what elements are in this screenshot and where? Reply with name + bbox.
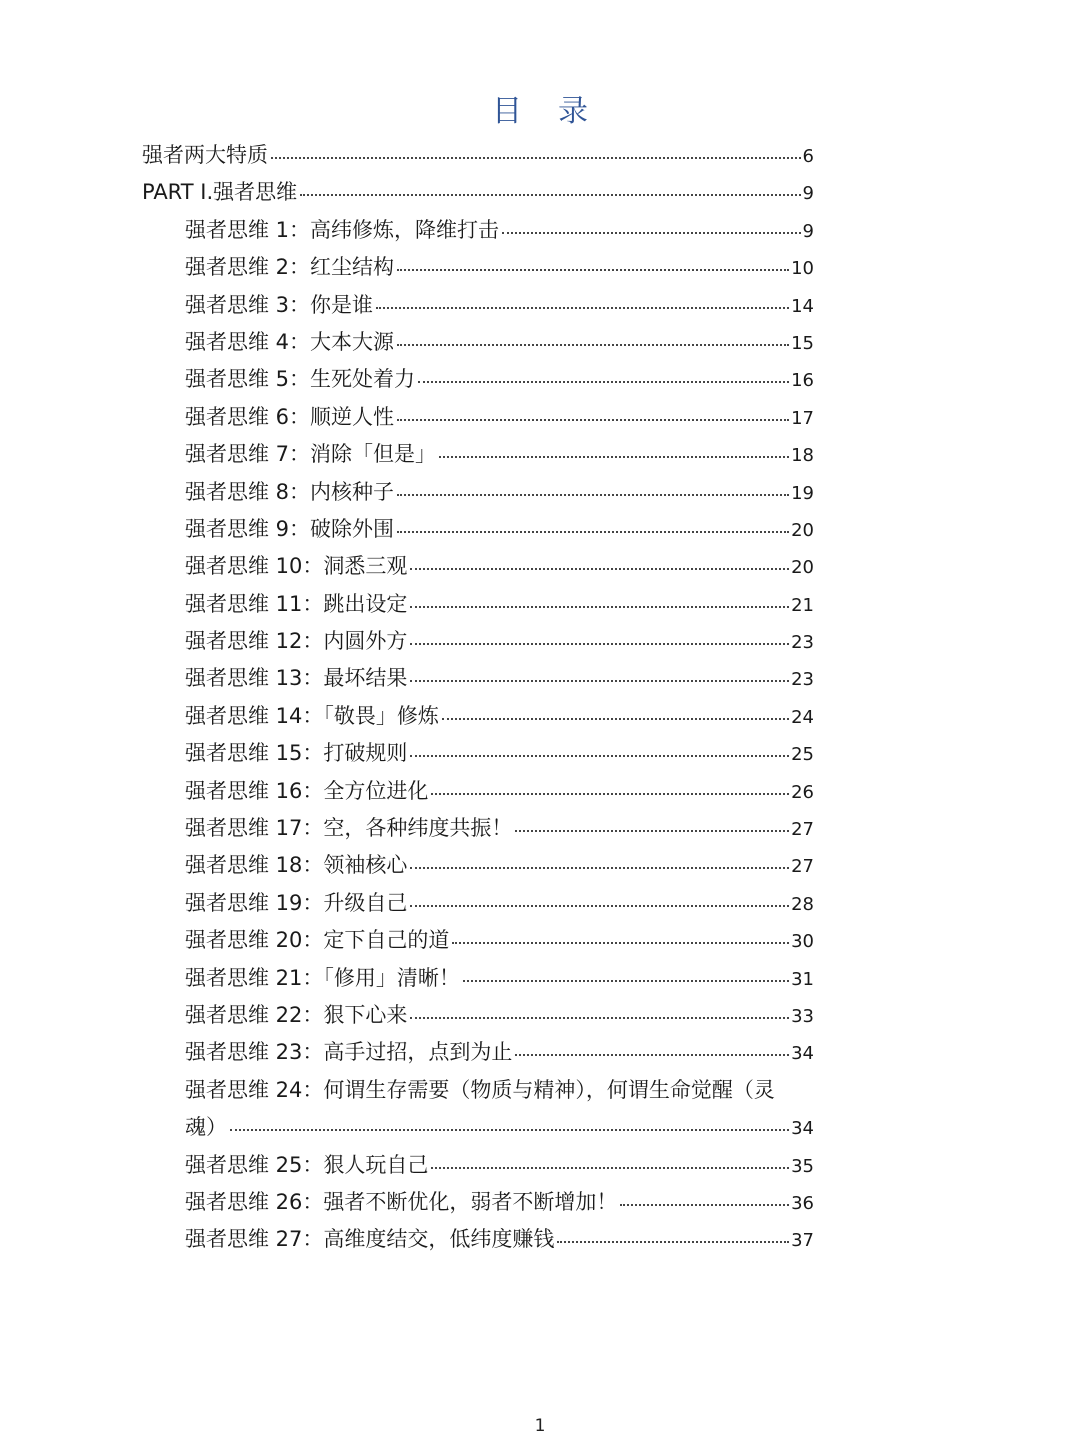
toc-entry-title: 强者思维 4：大本大源	[185, 329, 395, 354]
toc-entry[interactable]	[142, 324, 814, 361]
toc-entry-title: 强者思维 5：生死处着力	[185, 367, 416, 392]
dot-leader	[439, 456, 789, 458]
toc-entry-title: 强者思维 8：内核种子	[185, 479, 395, 504]
toc-entry-title: 强者思维 26：强者不断优化，弱者不断增加！	[185, 1189, 618, 1214]
toc-entry-title: 强者思维 10：洞悉三观	[185, 554, 408, 579]
dot-leader	[431, 793, 789, 795]
dot-leader	[620, 1204, 789, 1206]
toc-entry-title: 强者思维 11：跳出设定	[185, 591, 408, 616]
toc-entry-title: 强者思维 12：内圆外方	[185, 629, 408, 654]
toc-entry[interactable]	[142, 922, 814, 959]
toc-page-number: 24	[791, 706, 814, 728]
toc-entry-title: 强者思维 25：狠人玩自己	[185, 1152, 429, 1177]
toc-page-number: 23	[791, 669, 814, 691]
toc-entry-title: 强者思维 24：何谓生存需要（物质与精神），何谓生命觉醒（灵	[185, 1077, 775, 1102]
toc-entry-title: 强者思维 9：破除外围	[185, 516, 395, 541]
toc-page-number: 25	[791, 744, 814, 766]
toc-page-number: 27	[791, 819, 814, 841]
toc-page-number: 26	[791, 781, 814, 803]
toc-entry[interactable]	[142, 249, 814, 286]
toc-entry-title: 强者思维 16：全方位进化	[185, 778, 429, 803]
toc-page-number: 21	[791, 594, 814, 616]
dot-leader	[397, 419, 789, 421]
toc-entry[interactable]	[142, 137, 814, 174]
toc-page-number: 19	[791, 482, 814, 504]
dot-leader	[410, 867, 789, 869]
toc-entry-continuation	[185, 1109, 814, 1146]
toc-page-number: 18	[791, 445, 814, 467]
toc-entry[interactable]	[142, 212, 814, 249]
toc-entry[interactable]	[142, 474, 814, 511]
toc-entry[interactable]	[142, 735, 814, 772]
toc-page-number: 15	[791, 332, 814, 354]
toc-entry[interactable]	[142, 885, 814, 922]
dot-leader	[410, 905, 789, 907]
dot-leader	[431, 1167, 789, 1169]
toc-page-number: 36	[791, 1192, 814, 1214]
dot-leader	[410, 1017, 789, 1019]
toc-entry[interactable]	[142, 399, 814, 436]
toc-page-number: 30	[791, 931, 814, 953]
toc-entry[interactable]	[142, 1147, 814, 1184]
toc-page-number: 20	[791, 557, 814, 579]
toc-page-number: 14	[791, 295, 814, 317]
toc-entry[interactable]	[142, 997, 814, 1034]
dot-leader	[502, 232, 801, 234]
page-title: 目录	[492, 94, 624, 129]
toc-entry[interactable]	[142, 960, 814, 997]
toc-entry[interactable]	[142, 773, 814, 810]
toc-entry-title: 强者两大特质	[142, 143, 268, 167]
dot-leader	[397, 269, 789, 271]
toc-entry[interactable]	[142, 548, 814, 585]
dot-leader	[271, 157, 801, 159]
toc-page-number: 9	[802, 220, 814, 242]
toc-entry-title: 强者思维 22：狠下心来	[185, 1002, 408, 1027]
dot-leader	[463, 980, 789, 982]
toc-entry[interactable]	[142, 361, 814, 398]
dot-leader	[230, 1129, 789, 1131]
toc-page-number: 23	[791, 632, 814, 654]
toc-entry-title: 强者思维 13：最坏结果	[185, 666, 408, 691]
dot-leader	[410, 606, 789, 608]
toc-page-number: 16	[791, 370, 814, 392]
dot-leader	[442, 718, 789, 720]
toc-entry[interactable]	[142, 511, 814, 548]
toc-entry[interactable]	[142, 287, 814, 324]
table-of-contents	[142, 137, 814, 1259]
toc-entry[interactable]	[142, 1221, 814, 1258]
toc-entry[interactable]	[142, 1072, 814, 1147]
toc-page-number: 20	[791, 519, 814, 541]
toc-page-number: 27	[791, 856, 814, 878]
toc-page-number: 35	[791, 1155, 814, 1177]
dot-leader	[557, 1241, 789, 1243]
toc-entry[interactable]	[142, 436, 814, 473]
toc-entry[interactable]	[142, 847, 814, 884]
toc-entry-title: 强者思维 27：高维度结交，低纬度赚钱	[185, 1227, 555, 1252]
toc-entry-title: 强者思维 1：高纬修炼，降维打击	[185, 217, 500, 242]
dot-leader	[410, 568, 789, 570]
toc-entry[interactable]	[142, 660, 814, 697]
toc-page-number: 31	[791, 968, 814, 990]
toc-entry[interactable]	[142, 174, 814, 211]
toc-entry-title: 强者思维 20：定下自己的道	[185, 928, 450, 953]
toc-entry-title: 强者思维 17：空，各种纬度共振！	[185, 816, 513, 841]
toc-page-number: 9	[802, 183, 814, 205]
toc-entry[interactable]	[142, 623, 814, 660]
toc-entry-title: 强者思维 2：红尘结构	[185, 255, 395, 280]
dot-leader	[410, 680, 789, 682]
dot-leader	[300, 194, 800, 196]
dot-leader	[410, 755, 789, 757]
toc-entry-title-continued: 魂）	[185, 1115, 227, 1140]
toc-page-number: 17	[791, 407, 814, 429]
toc-entry[interactable]	[142, 698, 814, 735]
toc-entry[interactable]	[142, 810, 814, 847]
dot-leader	[410, 643, 789, 645]
dot-leader	[452, 942, 789, 944]
toc-page-number: 6	[802, 146, 814, 167]
toc-entry[interactable]	[142, 1184, 814, 1221]
dot-leader	[515, 1054, 789, 1056]
dot-leader	[397, 494, 789, 496]
dot-leader	[376, 307, 789, 309]
toc-page-number: 34	[791, 1118, 814, 1140]
dot-leader	[418, 381, 789, 383]
toc-entry-title: 强者思维 7：消除「但是」	[185, 442, 437, 467]
toc-entry-title: 强者思维 6：顺逆人性	[185, 404, 395, 429]
toc-entry-title: 强者思维 19：升级自己	[185, 890, 408, 915]
toc-entry-title: 强者思维 15：打破规则	[185, 741, 408, 766]
toc-entry[interactable]	[142, 586, 814, 623]
footer-page-number: 1	[534, 1416, 546, 1436]
toc-page-number: 34	[791, 1043, 814, 1065]
dot-leader	[397, 344, 789, 346]
toc-entry-title: PART Ⅰ.强者思维	[142, 180, 298, 205]
toc-entry-title: 强者思维 3：你是谁	[185, 292, 374, 317]
toc-page-number: 37	[791, 1230, 814, 1252]
toc-entry-title: 强者思维 18：领袖核心	[185, 853, 408, 878]
toc-page-number: 28	[791, 893, 814, 915]
dot-leader	[515, 830, 789, 832]
toc-entry-title: 强者思维 21：「修用」清晰！	[185, 965, 460, 990]
dot-leader	[397, 531, 789, 533]
toc-entry-title: 强者思维 14：「敬畏」修炼	[185, 703, 439, 728]
toc-page-number: 10	[791, 258, 814, 280]
toc-page-number: 33	[791, 1005, 814, 1027]
toc-entry-title: 强者思维 23：高手过招，点到为止	[185, 1040, 513, 1065]
toc-entry[interactable]	[142, 1034, 814, 1071]
